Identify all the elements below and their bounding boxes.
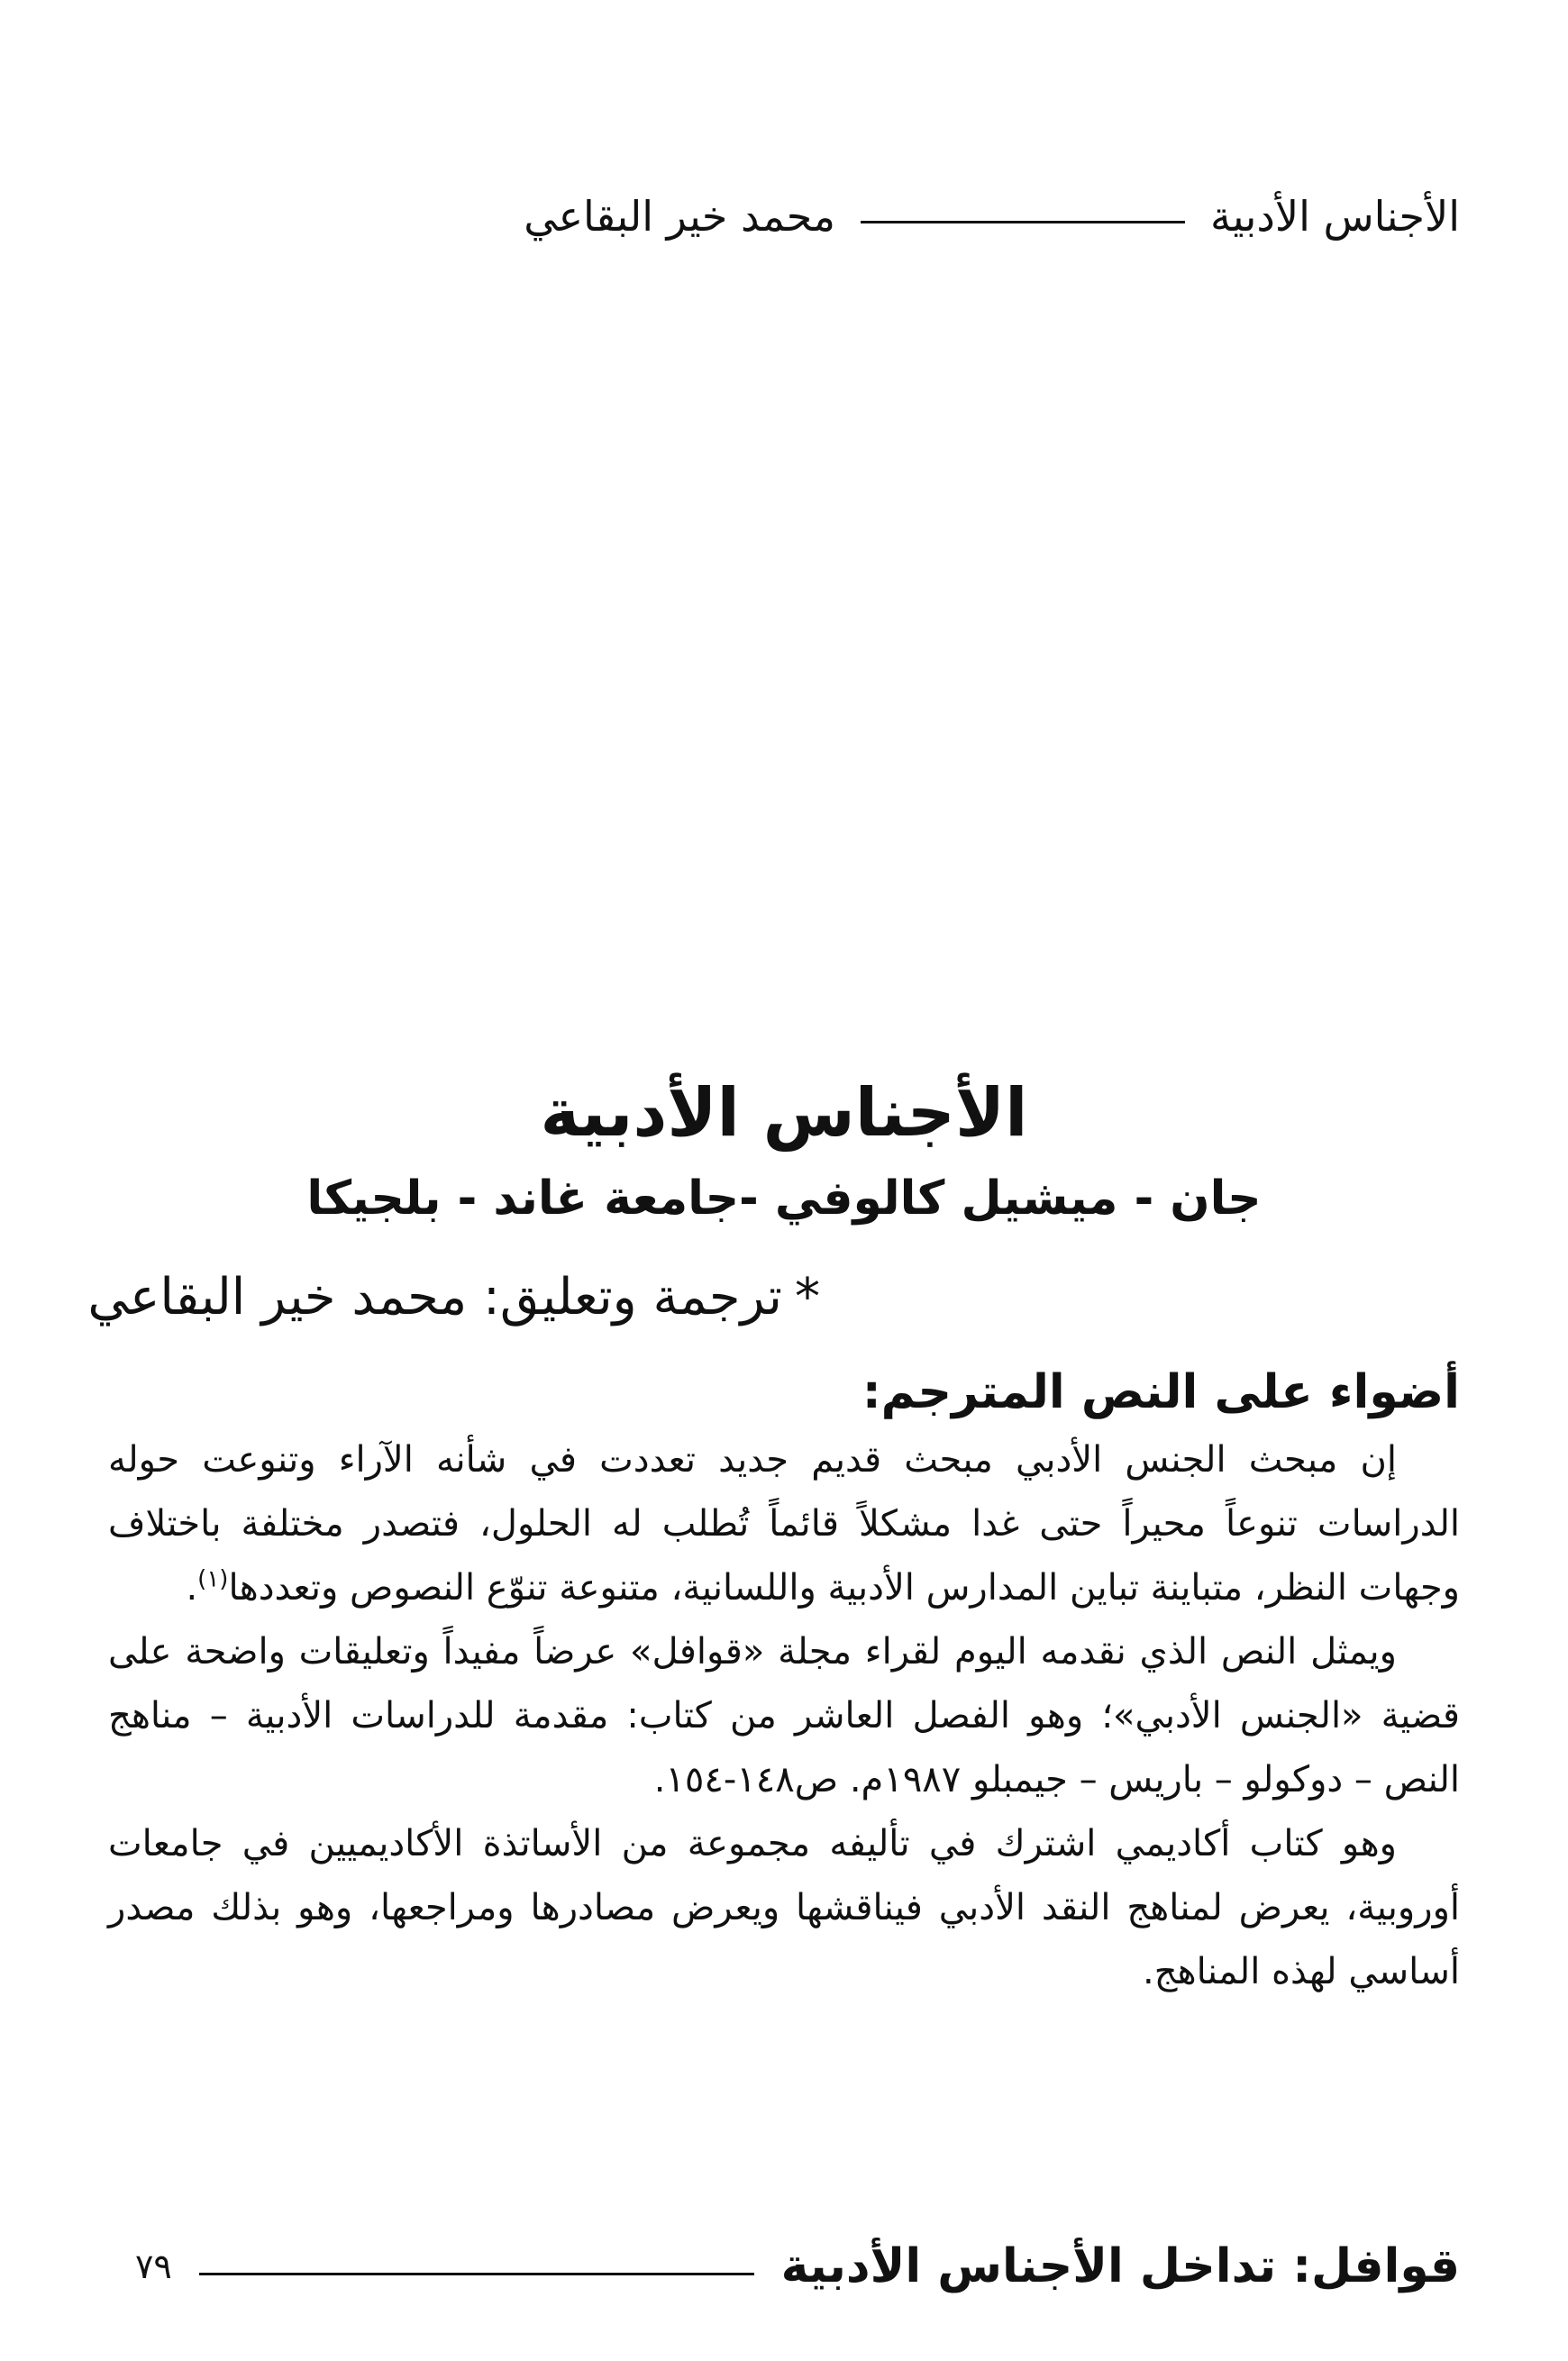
body-text bbox=[108, 1428, 1460, 2004]
translator-name: ترجمة وتعليق: محمد خير البقاعي bbox=[87, 1268, 782, 1326]
header-rule bbox=[861, 221, 1185, 223]
footer-journal-title: قوافل: تداخل الأجناس الأدبية bbox=[780, 2239, 1460, 2293]
translator-credit bbox=[87, 1257, 820, 1338]
header-author: محمد خير البقاعي bbox=[524, 192, 836, 241]
article-byline: جان - ميشيل كالوفي -جامعة غاند - بلجيكا bbox=[306, 1171, 1262, 1226]
paragraph-2: ويمثل النص الذي نقدمه اليوم لقراء مجلة «قوافل» عرضاً مفيداً وتعليقات واضحة على قضية «الجنس الأدبي»؛ وهو الفصل العاشر من كتاب: مقدمة للدراسات الأدبية – مناهج النص – دوكولو – باريس – جيمبلو ١٩٨٧م. ص١٤٨-١٥٤. bbox=[108, 1631, 1460, 1800]
paragraph-1 bbox=[108, 1428, 1460, 1620]
running-header bbox=[99, 180, 1460, 252]
header-section-title: الأجناس الأدبية bbox=[1210, 192, 1460, 241]
section-heading: أضواء على النص المترجم: bbox=[861, 1365, 1460, 1419]
running-footer bbox=[135, 2226, 1460, 2307]
footer-rule bbox=[199, 2273, 754, 2275]
paragraph-1-text: إن مبحث الجنس الأدبي مبحث قديم جديد تعددت في شأنه الآراء وتنوعت حوله الدراسات تنوعاً محيراً حتى غدا مشكلاً قائماً تُطلب له الحلول، فتصدر مختلفة باختلاف وجهات النظر، متباينة تباين المدارس الأدبية واللسانية، متنوعة تنوّع النصوص وتعددها bbox=[108, 1439, 1460, 1609]
paragraph-3: وهو كتاب أكاديمي اشترك في تأليفه مجموعة من الأساتذة الأكاديميين في جامعات أوروبية، يعرض لمناهج النقد الأدبي فيناقشها ويعرض مصادرها ومراجعها، وهو بذلك مصدر أساسي لهذه المناهج. bbox=[108, 1823, 1460, 1992]
footnote-ref: (١) bbox=[197, 1565, 229, 1593]
page-number: ٧٩ bbox=[135, 2247, 172, 2286]
footnote-star: * bbox=[795, 1268, 820, 1326]
article-title: الأجناس الأدبية bbox=[540, 1074, 1028, 1152]
paragraph-1-end: . bbox=[186, 1567, 198, 1609]
